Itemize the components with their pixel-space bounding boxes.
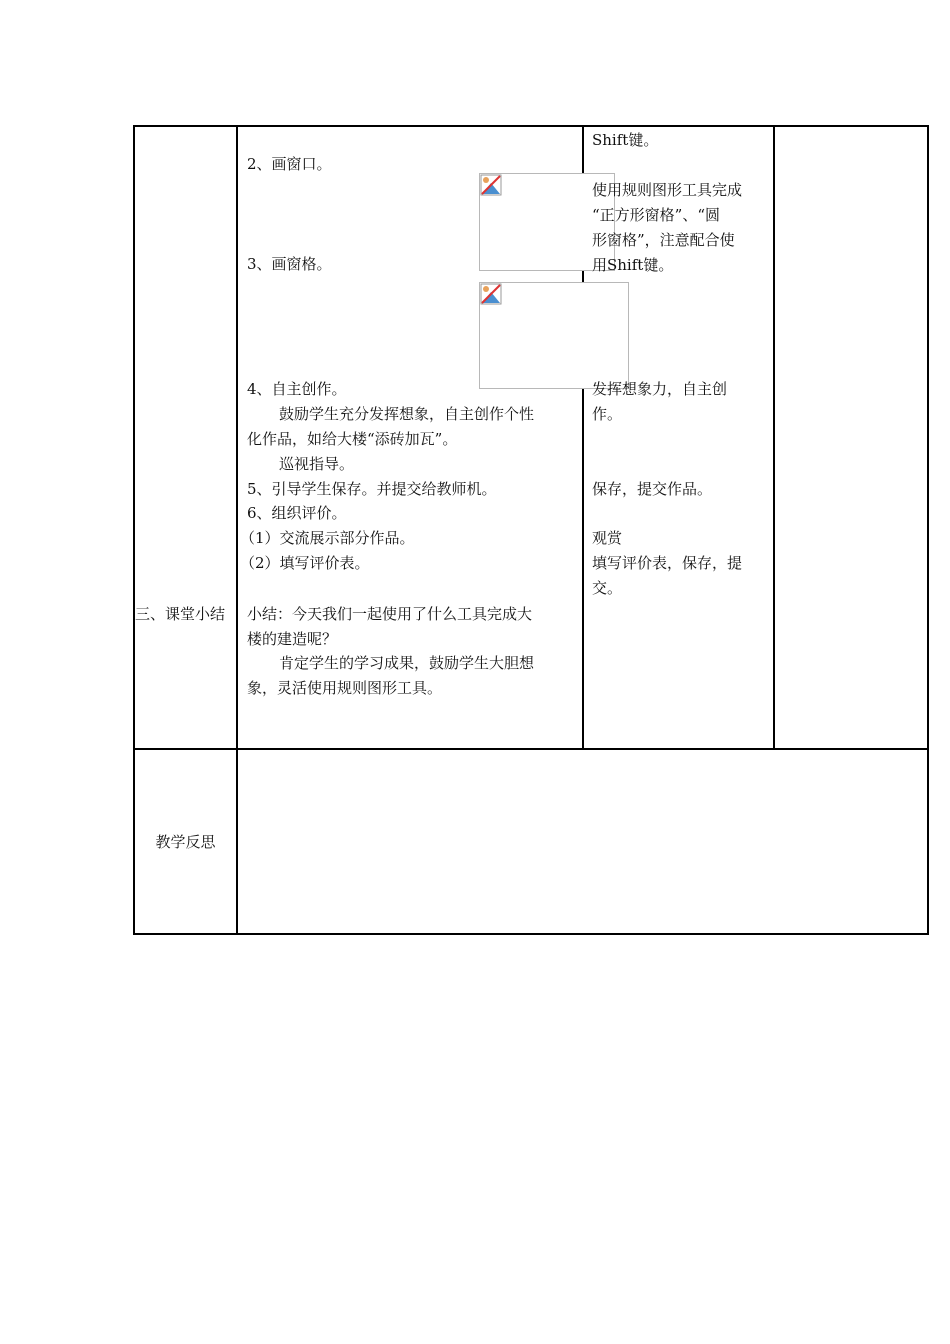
praise-line-2: 象，灵活使用规则图形工具。 xyxy=(247,679,443,697)
reflection-label-cell xyxy=(134,749,237,934)
imagine-line-2: 作。 xyxy=(592,405,623,423)
table-row xyxy=(134,126,928,749)
summary-line-2: 楼的建造呢？ xyxy=(247,630,338,648)
tools-line-1: 使用规则图形工具完成 xyxy=(592,181,743,199)
save-text: 保存，提交作品。 xyxy=(592,480,713,498)
table-row xyxy=(134,749,928,934)
step-4-text: 4、自主创作。 xyxy=(247,380,347,398)
step-2-text: 2、画窗口。 xyxy=(247,155,332,173)
lesson-plan-table xyxy=(133,125,929,935)
shift-key-text: Shift键。 xyxy=(592,131,659,149)
watch-text: 观赏 xyxy=(592,529,623,547)
design-intent-cell xyxy=(774,126,928,749)
tools-line-2: “正方形窗格”、“圆 xyxy=(592,206,721,224)
step-5-text: 5、引导学生保存。并提交给教师机。 xyxy=(247,480,497,498)
tools-line-4: 用Shift键。 xyxy=(592,256,674,274)
imagine-line-1: 发挥想象力，自主创 xyxy=(592,380,728,398)
step-6-2-text: （2）填写评价表。 xyxy=(240,554,370,572)
praise-line-1: 肯定学生的学习成果，鼓励学生大胆想 xyxy=(279,654,535,672)
summary-line-1: 小结：今天我们一起使用了什么工具完成大 xyxy=(247,605,533,623)
step-4-desc-line-1: 鼓励学生充分发挥想象，自主创作个性 xyxy=(279,405,535,423)
tools-line-3: 形窗格”，注意配合使 xyxy=(592,231,735,249)
section-summary-label: 三、课堂小结 xyxy=(135,605,226,623)
fill-line-2: 交。 xyxy=(592,579,623,597)
teacher-activity-cell xyxy=(237,126,583,749)
stage-cell xyxy=(134,126,237,749)
step-3-text: 3、画窗格。 xyxy=(247,255,332,273)
student-activity-cell xyxy=(583,126,774,749)
reflection-content-cell xyxy=(237,749,928,934)
fill-line-1: 填写评价表，保存，提 xyxy=(592,554,743,572)
reflection-label: 教学反思 xyxy=(155,833,216,851)
broken-image-icon xyxy=(480,283,502,305)
step-6-text: 6、组织评价。 xyxy=(247,504,347,522)
step-6-1-text: （1）交流展示部分作品。 xyxy=(240,529,415,547)
patrol-text: 巡视指导。 xyxy=(279,455,355,473)
broken-image-icon xyxy=(480,174,502,196)
step-4-desc-line-2: 化作品，如给大楼“添砖加瓦”。 xyxy=(247,430,458,448)
